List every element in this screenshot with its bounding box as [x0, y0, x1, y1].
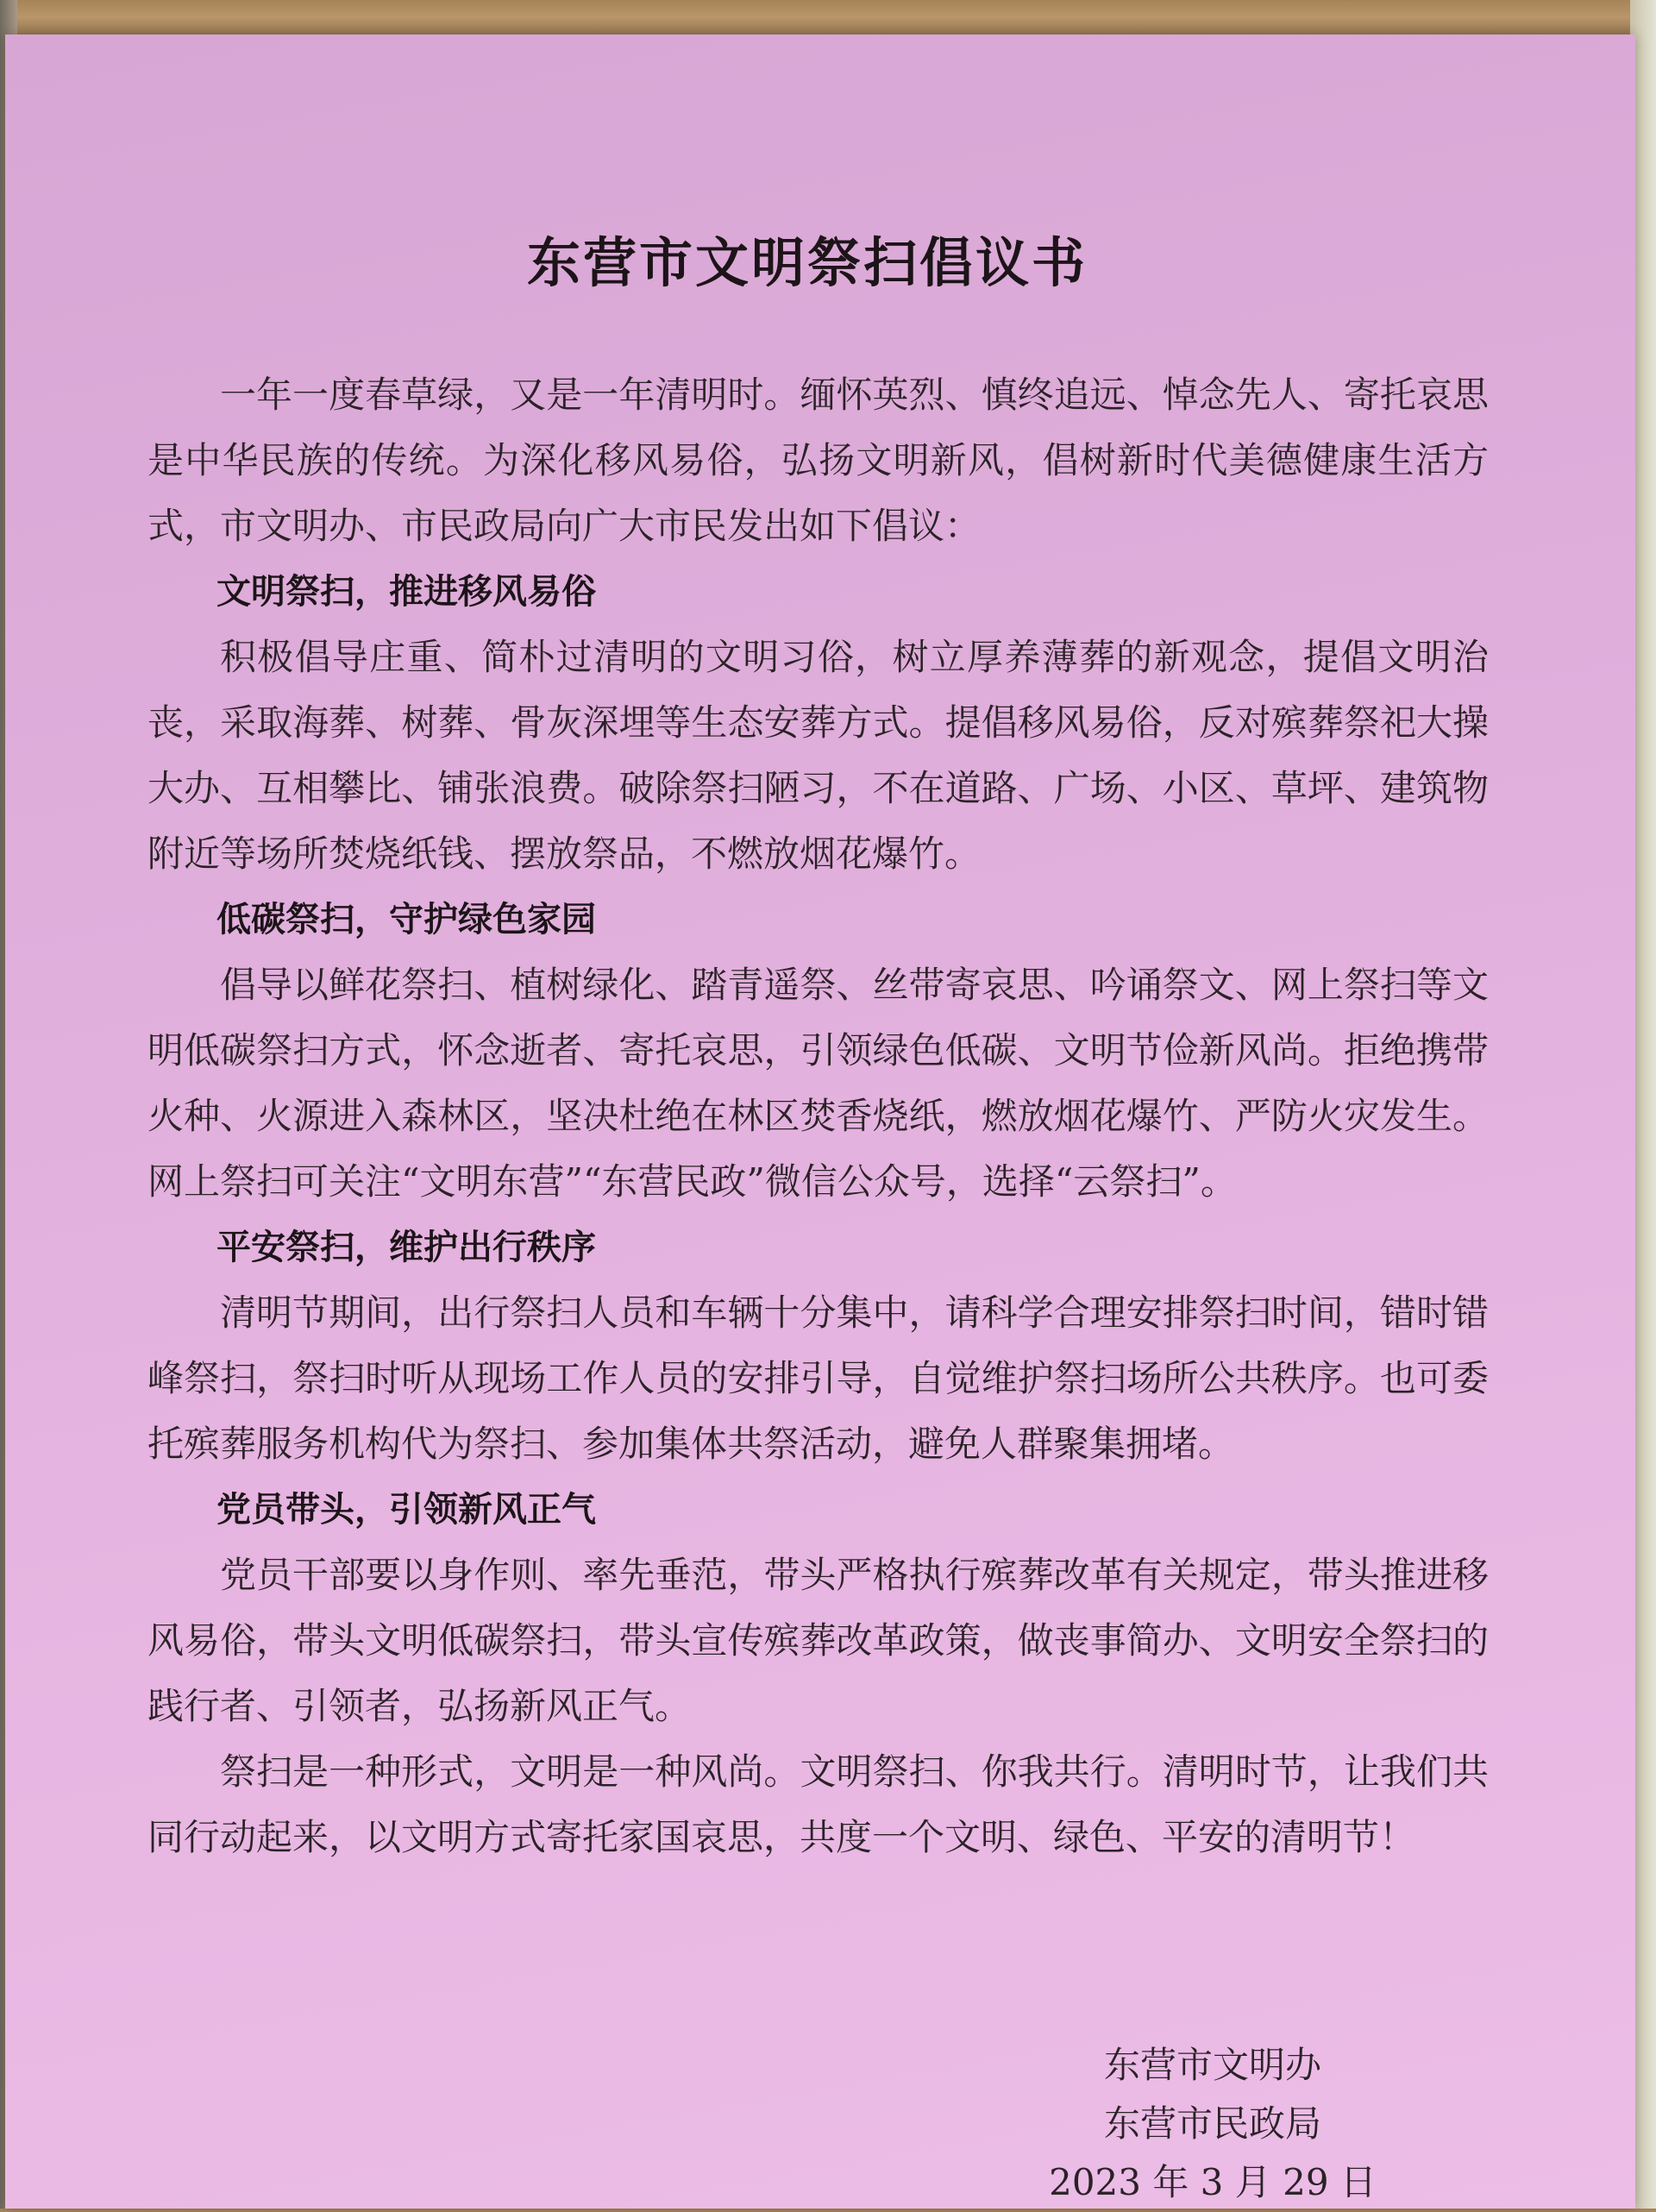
section-heading-civilized: 文明祭扫，推进移风易俗 [216, 572, 596, 612]
intro-paragraph: 一年一度春草绿，又是一年清明时。缅怀英烈、慎终追远、悼念先人、寄托哀思是中华民族的传统。为深化移风易俗，弘扬文明新风，倡树新时代美德健康生活方式，市文明办、市民政局向广大市民发出如下倡议： [147, 374, 1489, 547]
signature-org-civilization-office: 东营市文明办 [1103, 2044, 1321, 2086]
section-text-civilized: 积极倡导庄重、简朴过清明的文明习俗，树立厚养薄葬的新观念，提倡文明治丧，采取海葬、树葬、骨灰深埋等生态安葬方式。提倡移风易俗，反对殡葬祭祀大操大办、互相攀比、铺张浪费。破除祭扫陋习，不在道路、广场、小区、草坪、建筑物附近等场所焚烧纸钱、摆放祭品，不燃放烟花爆竹。 [147, 636, 1489, 875]
document-body [147, 362, 1489, 1870]
section-heading-safety: 平安祭扫，维护出行秩序 [216, 1228, 596, 1267]
signature-date: 2023 年 3 月 29 日 [1049, 2161, 1377, 2203]
signature-block [1049, 2036, 1377, 2212]
proposal-sheet [5, 35, 1635, 2209]
section-text-safety: 清明节期间，出行祭扫人员和车辆十分集中，请科学合理安排祭扫时间，错时错峰祭扫，祭扫时听从现场工作人员的安排引导，自觉维护祭扫场所公共秩序。也可委托殡葬服务机构代为祭扫、参加集体共祭活动，避免人群聚集拥堵。 [147, 1291, 1489, 1465]
document-title: 东营市文明祭扫倡议书 [526, 231, 1088, 294]
section-heading-party-members: 党员带头，引领新风正气 [216, 1490, 596, 1530]
section-heading-low-carbon: 低碳祭扫，守护绿色家园 [216, 900, 596, 939]
section-text-party-members: 党员干部要以身作则、率先垂范，带头严格执行殡葬改革有关规定，带头推进移风易俗，带头文明低碳祭扫，带头宣传殡葬改革政策，做丧事简办、文明安全祭扫的践行者、引领者，弘扬新风正气。 [147, 1554, 1489, 1727]
closing-paragraph: 祭扫是一种形式，文明是一种风尚。文明祭扫、你我共行。清明时节，让我们共同行动起来，以文明方式寄托家国哀思，共度一个文明、绿色、平安的清明节！ [147, 1750, 1489, 1858]
signature-org-civil-affairs: 东营市民政局 [1103, 2102, 1321, 2145]
section-text-low-carbon: 倡导以鲜花祭扫、植树绿化、踏青遥祭、丝带寄哀思、吟诵祭文、网上祭扫等文明低碳祭扫方式，怀念逝者、寄托哀思，引领绿色低碳、文明节俭新风尚。拒绝携带火种、火源进入森林区，坚决杜绝在林区焚香烧纸，燃放烟花爆竹、严防火灾发生。网上祭扫可关注“文明东营”“东营民政”微信公众号，选择“云祭扫”。 [147, 964, 1489, 1203]
